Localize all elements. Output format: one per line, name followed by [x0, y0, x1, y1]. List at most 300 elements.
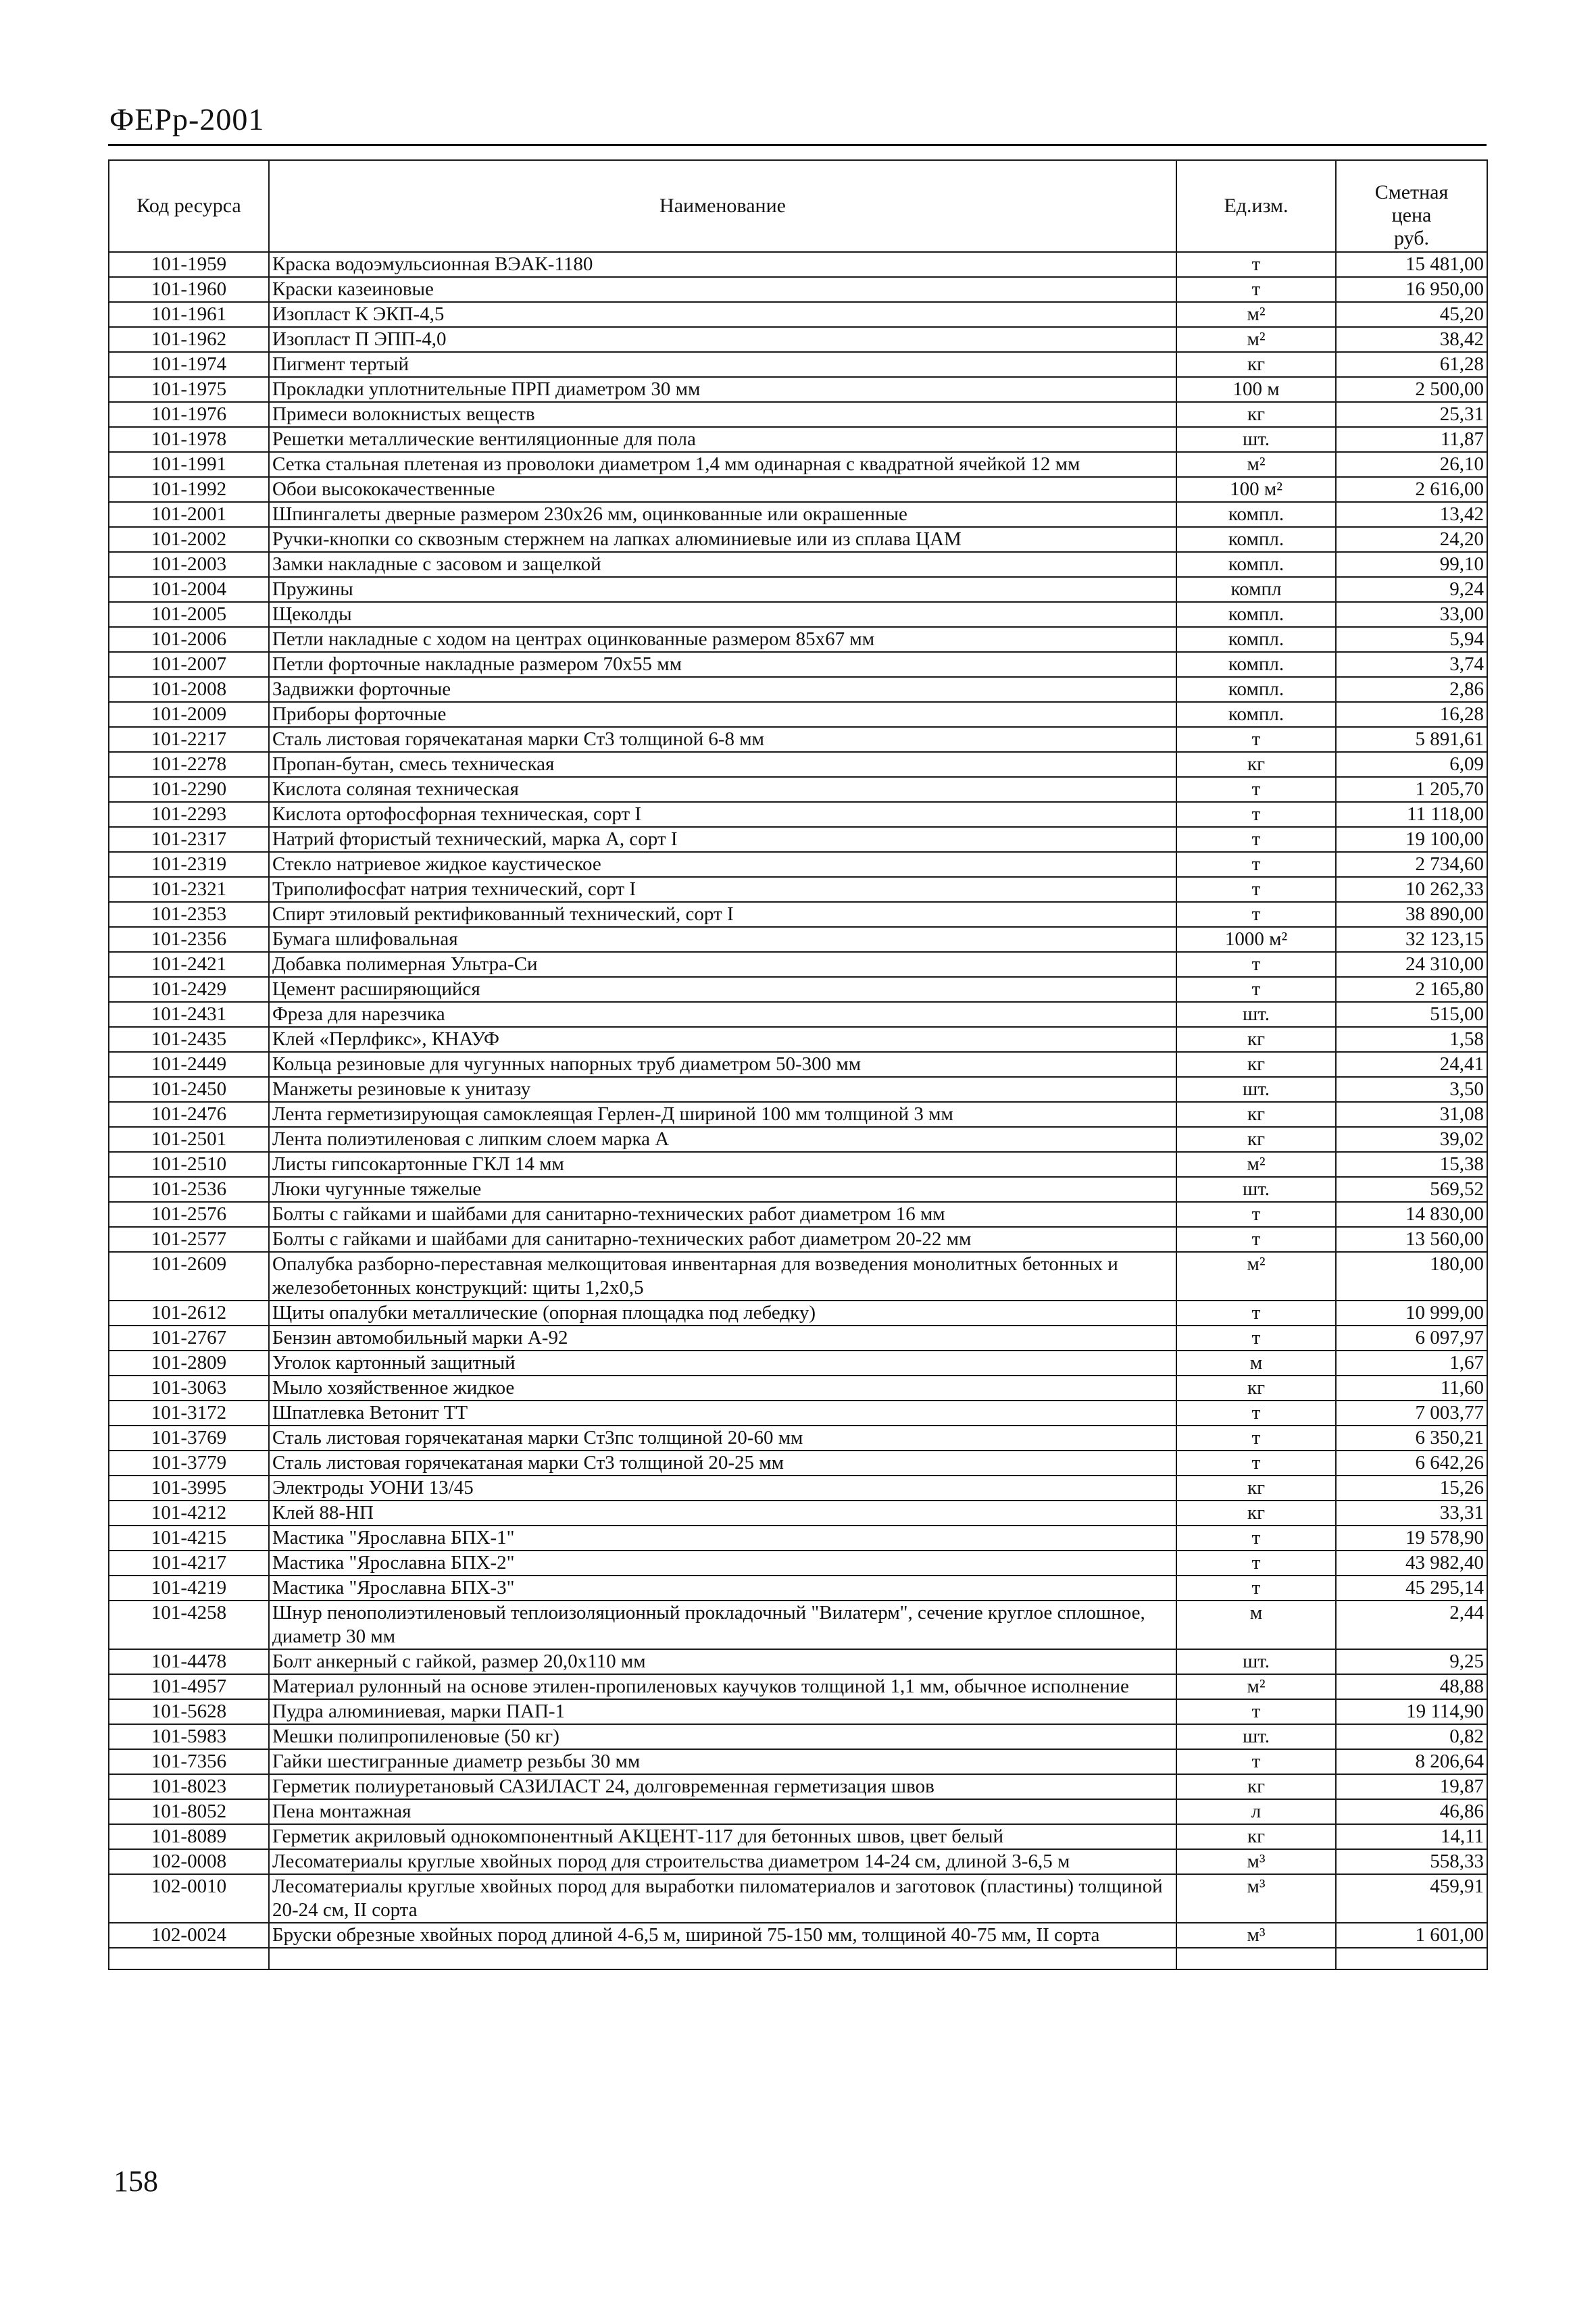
table-row	[109, 1027, 1487, 1052]
cell-code: 101-2004	[109, 577, 269, 602]
cell-code: 101-4212	[109, 1501, 269, 1526]
cell-name: Мастика "Ярославна БПХ-3"	[269, 1576, 1176, 1601]
cell-price: 2 165,80	[1336, 977, 1487, 1002]
table-row	[109, 1202, 1487, 1227]
cell-unit: т	[1176, 1326, 1336, 1351]
cell-code: 101-2510	[109, 1152, 269, 1177]
table-row	[109, 877, 1487, 902]
table-row	[109, 902, 1487, 927]
table-body	[109, 252, 1487, 1969]
cell-unit: 100 м²	[1176, 477, 1336, 502]
cell-unit: кг	[1176, 1824, 1336, 1849]
cell-code: 101-3172	[109, 1401, 269, 1426]
cell-unit: компл.	[1176, 677, 1336, 702]
table-row	[109, 827, 1487, 852]
cell-price: 569,52	[1336, 1177, 1487, 1202]
cell-name: Листы гипсокартонные ГКЛ 14 мм	[269, 1152, 1176, 1177]
cell-unit: т	[1176, 777, 1336, 802]
table-row	[109, 1301, 1487, 1326]
table-row	[109, 252, 1487, 277]
cell-code: 101-2577	[109, 1227, 269, 1252]
cell-price: 3,74	[1336, 652, 1487, 677]
table-row	[109, 1799, 1487, 1824]
cell-unit: компл.	[1176, 627, 1336, 652]
cell-name: Мастика "Ярославна БПХ-1"	[269, 1526, 1176, 1551]
cell-code: 101-2536	[109, 1177, 269, 1202]
cell-unit: компл.	[1176, 527, 1336, 552]
cell-code: 101-2809	[109, 1351, 269, 1376]
table-row	[109, 1649, 1487, 1674]
table-row	[109, 777, 1487, 802]
table-row	[109, 502, 1487, 527]
cell-price: 48,88	[1336, 1674, 1487, 1699]
cell-price: 25,31	[1336, 402, 1487, 427]
cell-code: 101-1962	[109, 327, 269, 352]
cell-name: Клей 88-НП	[269, 1501, 1176, 1526]
cell-empty	[1336, 1948, 1487, 1969]
cell-name: Герметик акриловый однокомпонентный АКЦЕНТ-117 для бетонных швов, цвет белый	[269, 1824, 1176, 1849]
cell-price: 2,86	[1336, 677, 1487, 702]
table-row	[109, 1451, 1487, 1476]
table-row	[109, 977, 1487, 1002]
cell-name: Петли форточные накладные размером 70х55 мм	[269, 652, 1176, 677]
cell-name: Фреза для нарезчика	[269, 1002, 1176, 1027]
cell-price: 2 500,00	[1336, 377, 1487, 402]
cell-price: 24,41	[1336, 1052, 1487, 1077]
cell-unit: т	[1176, 1749, 1336, 1774]
cell-code: 101-2353	[109, 902, 269, 927]
cell-unit: т	[1176, 1202, 1336, 1227]
cell-empty	[109, 1948, 269, 1969]
cell-name: Ручки-кнопки со сквозным стержнем на лапках алюминиевые или из сплава ЦАМ	[269, 527, 1176, 552]
cell-price: 13,42	[1336, 502, 1487, 527]
table-row	[109, 1052, 1487, 1077]
cell-price: 10 262,33	[1336, 877, 1487, 902]
table-row	[109, 1824, 1487, 1849]
cell-unit: т	[1176, 852, 1336, 877]
column-header-name: Наименование	[269, 160, 1176, 252]
cell-unit: м³	[1176, 1923, 1336, 1948]
cell-unit: кг	[1176, 1052, 1336, 1077]
cell-name: Бруски обрезные хвойных пород длиной 4-6,5 м, шириной 75-150 мм, толщиной 40-75 мм, II сорта	[269, 1923, 1176, 1948]
table-row	[109, 1252, 1487, 1301]
cell-price: 8 206,64	[1336, 1749, 1487, 1774]
cell-name: Триполифосфат натрия технический, сорт I	[269, 877, 1176, 902]
cell-code: 101-2612	[109, 1301, 269, 1326]
cell-name: Решетки металлические вентиляционные для пола	[269, 427, 1176, 452]
cell-unit: т	[1176, 1576, 1336, 1601]
cell-name: Краски казеиновые	[269, 277, 1176, 302]
cell-unit: шт.	[1176, 1649, 1336, 1674]
cell-unit: шт.	[1176, 1177, 1336, 1202]
cell-price: 15,26	[1336, 1476, 1487, 1501]
cell-name: Сетка стальная плетеная из проволоки диаметром 1,4 мм одинарная с квадратной ячейкой 12 мм	[269, 452, 1176, 477]
cell-name: Цемент расширяющийся	[269, 977, 1176, 1002]
cell-price: 6 350,21	[1336, 1426, 1487, 1451]
table-row	[109, 552, 1487, 577]
cell-unit: кг	[1176, 1027, 1336, 1052]
cell-price: 19 578,90	[1336, 1526, 1487, 1551]
cell-price: 7 003,77	[1336, 1401, 1487, 1426]
cell-code: 101-1975	[109, 377, 269, 402]
cell-price: 6,09	[1336, 752, 1487, 777]
cell-name: Приборы форточные	[269, 702, 1176, 727]
table-row	[109, 1526, 1487, 1551]
cell-name: Шнур пенополиэтиленовый теплоизоляционный прокладочный "Вилатерм", сечение круглое сплошное, диаметр 30 мм	[269, 1601, 1176, 1649]
cell-price: 45,20	[1336, 302, 1487, 327]
cell-unit: кг	[1176, 1774, 1336, 1799]
table-row	[109, 377, 1487, 402]
cell-price: 24 310,00	[1336, 952, 1487, 977]
cell-code: 101-3995	[109, 1476, 269, 1501]
cell-unit: шт.	[1176, 1002, 1336, 1027]
table-row	[109, 477, 1487, 502]
table-row	[109, 1177, 1487, 1202]
cell-code: 101-8052	[109, 1799, 269, 1824]
cell-code: 101-1974	[109, 352, 269, 377]
cell-unit: м	[1176, 1351, 1336, 1376]
cell-code: 101-2009	[109, 702, 269, 727]
cell-unit: 100 м	[1176, 377, 1336, 402]
cell-price: 61,28	[1336, 352, 1487, 377]
cell-price: 19 114,90	[1336, 1699, 1487, 1724]
cell-code: 101-1961	[109, 302, 269, 327]
cell-code: 101-3779	[109, 1451, 269, 1476]
cell-unit: м	[1176, 1601, 1336, 1649]
cell-name: Материал рулонный на основе этилен-пропиленовых каучуков толщиной 1,1 мм, обычное исполнение	[269, 1674, 1176, 1699]
resource-table-container	[108, 159, 1487, 1970]
cell-name: Мыло хозяйственное жидкое	[269, 1376, 1176, 1401]
table-row	[109, 677, 1487, 702]
cell-name: Пена монтажная	[269, 1799, 1176, 1824]
cell-code: 101-2450	[109, 1077, 269, 1102]
cell-name: Щиты опалубки металлические (опорная площадка под лебедку)	[269, 1301, 1176, 1326]
cell-unit: кг	[1176, 752, 1336, 777]
cell-name: Бумага шлифовальная	[269, 927, 1176, 952]
cell-unit: м²	[1176, 302, 1336, 327]
cell-unit: т	[1176, 1451, 1336, 1476]
cell-code: 102-0010	[109, 1874, 269, 1923]
cell-price: 2 616,00	[1336, 477, 1487, 502]
table-row	[109, 1849, 1487, 1874]
table-row	[109, 302, 1487, 327]
table-row	[109, 1351, 1487, 1376]
table-row	[109, 1227, 1487, 1252]
cell-price: 24,20	[1336, 527, 1487, 552]
table-row	[109, 1326, 1487, 1351]
table-row	[109, 1152, 1487, 1177]
cell-code: 101-2006	[109, 627, 269, 652]
cell-code: 101-2449	[109, 1052, 269, 1077]
cell-unit: т	[1176, 1426, 1336, 1451]
table-row	[109, 527, 1487, 552]
cell-name: Петли накладные с ходом на центрах оцинкованные размером 85х67 мм	[269, 627, 1176, 652]
cell-price: 19,87	[1336, 1774, 1487, 1799]
table-row	[109, 927, 1487, 952]
cell-code: 101-2576	[109, 1202, 269, 1227]
cell-price: 99,10	[1336, 552, 1487, 577]
cell-name: Сталь листовая горячекатаная марки Ст3 толщиной 20-25 мм	[269, 1451, 1176, 1476]
cell-price: 0,82	[1336, 1724, 1487, 1749]
cell-name: Кислота соляная техническая	[269, 777, 1176, 802]
cell-code: 102-0008	[109, 1849, 269, 1874]
table-row-empty	[109, 1948, 1487, 1969]
cell-code: 101-2435	[109, 1027, 269, 1052]
cell-code: 101-2476	[109, 1102, 269, 1127]
cell-unit: т	[1176, 252, 1336, 277]
cell-price: 1,58	[1336, 1027, 1487, 1052]
cell-code: 101-2421	[109, 952, 269, 977]
cell-name: Мешки полипропиленовые (50 кг)	[269, 1724, 1176, 1749]
cell-code: 101-4215	[109, 1526, 269, 1551]
cell-unit: т	[1176, 902, 1336, 927]
cell-unit: т	[1176, 827, 1336, 852]
cell-code: 101-1959	[109, 252, 269, 277]
cell-price: 15,38	[1336, 1152, 1487, 1177]
cell-unit: кг	[1176, 352, 1336, 377]
cell-price: 13 560,00	[1336, 1227, 1487, 1252]
cell-price: 31,08	[1336, 1102, 1487, 1127]
cell-price: 5,94	[1336, 627, 1487, 652]
cell-code: 101-4217	[109, 1551, 269, 1576]
cell-name: Краска водоэмульсионная ВЭАК-1180	[269, 252, 1176, 277]
cell-name: Электроды УОНИ 13/45	[269, 1476, 1176, 1501]
cell-name: Шпатлевка Ветонит ТТ	[269, 1401, 1176, 1426]
cell-code: 101-2002	[109, 527, 269, 552]
cell-name: Пигмент тертый	[269, 352, 1176, 377]
cell-unit: т	[1176, 1301, 1336, 1326]
cell-code: 101-8023	[109, 1774, 269, 1799]
cell-code: 101-2001	[109, 502, 269, 527]
cell-price: 9,25	[1336, 1649, 1487, 1674]
document-title: ФЕРр-2001	[109, 102, 265, 136]
cell-unit: шт.	[1176, 1077, 1336, 1102]
cell-unit: компл.	[1176, 552, 1336, 577]
table-row	[109, 852, 1487, 877]
cell-name: Добавка полимерная Ультра-Си	[269, 952, 1176, 977]
table-row	[109, 452, 1487, 477]
cell-code: 101-2290	[109, 777, 269, 802]
cell-code: 101-7356	[109, 1749, 269, 1774]
cell-price: 10 999,00	[1336, 1301, 1487, 1326]
cell-price: 46,86	[1336, 1799, 1487, 1824]
cell-code: 101-2005	[109, 602, 269, 627]
table-row	[109, 1674, 1487, 1699]
cell-unit: т	[1176, 1227, 1336, 1252]
cell-unit: т	[1176, 1526, 1336, 1551]
cell-code: 101-4957	[109, 1674, 269, 1699]
cell-name: Гайки шестигранные диаметр резьбы 30 мм	[269, 1749, 1176, 1774]
table-row	[109, 1749, 1487, 1774]
column-header-price-label: Сметная цена руб.	[1374, 181, 1449, 249]
cell-price: 43 982,40	[1336, 1551, 1487, 1576]
cell-price: 11 118,00	[1336, 802, 1487, 827]
cell-code: 101-4258	[109, 1601, 269, 1649]
cell-name: Щеколды	[269, 602, 1176, 627]
cell-name: Пружины	[269, 577, 1176, 602]
cell-price: 3,50	[1336, 1077, 1487, 1102]
table-row	[109, 352, 1487, 377]
cell-price: 515,00	[1336, 1002, 1487, 1027]
cell-name: Болты с гайками и шайбами для санитарно-технических работ диаметром 20-22 мм	[269, 1227, 1176, 1252]
cell-code: 101-1976	[109, 402, 269, 427]
table-row	[109, 1724, 1487, 1749]
cell-name: Лесоматериалы круглые хвойных пород для выработки пиломатериалов и заготовок (пластины) толщиной 20-24 см, II сорта	[269, 1874, 1176, 1923]
table-row	[109, 1551, 1487, 1576]
cell-unit: компл.	[1176, 652, 1336, 677]
cell-unit: м²	[1176, 452, 1336, 477]
table-row	[109, 1476, 1487, 1501]
cell-unit: кг	[1176, 1102, 1336, 1127]
cell-unit: м³	[1176, 1849, 1336, 1874]
cell-price: 15 481,00	[1336, 252, 1487, 277]
resource-price-table	[108, 159, 1488, 1970]
cell-name: Обои высококачественные	[269, 477, 1176, 502]
column-header-code: Код ресурса	[109, 160, 269, 252]
cell-name: Прокладки уплотнительные ПРП диаметром 30 мм	[269, 377, 1176, 402]
cell-unit: т	[1176, 727, 1336, 752]
cell-name: Мастика "Ярославна БПХ-2"	[269, 1551, 1176, 1576]
cell-name: Люки чугунные тяжелые	[269, 1177, 1176, 1202]
cell-price: 5 891,61	[1336, 727, 1487, 752]
cell-empty	[1176, 1948, 1336, 1969]
cell-unit: кг	[1176, 1376, 1336, 1401]
table-row	[109, 1774, 1487, 1799]
table-row	[109, 427, 1487, 452]
cell-code: 101-5628	[109, 1699, 269, 1724]
table-row	[109, 577, 1487, 602]
cell-name: Клей «Перлфикс», КНАУФ	[269, 1027, 1176, 1052]
table-row	[109, 602, 1487, 627]
cell-unit: т	[1176, 1699, 1336, 1724]
cell-unit: шт.	[1176, 427, 1336, 452]
table-row	[109, 1576, 1487, 1601]
cell-code: 101-4478	[109, 1649, 269, 1674]
cell-unit: 1000 м²	[1176, 927, 1336, 952]
cell-code: 101-2007	[109, 652, 269, 677]
cell-price: 180,00	[1336, 1252, 1487, 1301]
column-header-unit: Ед.изм.	[1176, 160, 1336, 252]
cell-code: 102-0024	[109, 1923, 269, 1948]
cell-unit: т	[1176, 952, 1336, 977]
cell-name: Изопласт К ЭКП-4,5	[269, 302, 1176, 327]
cell-code: 101-1960	[109, 277, 269, 302]
page-number: 158	[114, 2165, 158, 2198]
cell-name: Стекло натриевое жидкое каустическое	[269, 852, 1176, 877]
table-row	[109, 952, 1487, 977]
cell-unit: м²	[1176, 327, 1336, 352]
cell-code: 101-2609	[109, 1252, 269, 1301]
table-row	[109, 1376, 1487, 1401]
cell-code: 101-2319	[109, 852, 269, 877]
cell-name: Манжеты резиновые к унитазу	[269, 1077, 1176, 1102]
cell-price: 11,60	[1336, 1376, 1487, 1401]
table-row	[109, 1923, 1487, 1948]
cell-unit: шт.	[1176, 1724, 1336, 1749]
cell-code: 101-2767	[109, 1326, 269, 1351]
cell-price: 558,33	[1336, 1849, 1487, 1874]
cell-code: 101-3063	[109, 1376, 269, 1401]
cell-price: 33,00	[1336, 602, 1487, 627]
table-header-row	[109, 160, 1487, 252]
cell-unit: компл.	[1176, 602, 1336, 627]
cell-price: 1,67	[1336, 1351, 1487, 1376]
cell-unit: л	[1176, 1799, 1336, 1824]
cell-unit: кг	[1176, 1476, 1336, 1501]
cell-unit: т	[1176, 877, 1336, 902]
table-row	[109, 1699, 1487, 1724]
cell-code: 101-5983	[109, 1724, 269, 1749]
cell-unit: кг	[1176, 402, 1336, 427]
cell-name: Задвижки форточные	[269, 677, 1176, 702]
cell-name: Примеси волокнистых веществ	[269, 402, 1176, 427]
cell-name: Замки накладные с засовом и защелкой	[269, 552, 1176, 577]
table-row	[109, 802, 1487, 827]
cell-code: 101-2501	[109, 1127, 269, 1152]
cell-code: 101-3769	[109, 1426, 269, 1451]
cell-unit: м³	[1176, 1874, 1336, 1923]
cell-price: 6 097,97	[1336, 1326, 1487, 1351]
cell-code: 101-2429	[109, 977, 269, 1002]
cell-name: Бензин автомобильный марки А-92	[269, 1326, 1176, 1351]
table-row	[109, 1601, 1487, 1649]
table-row	[109, 1102, 1487, 1127]
cell-price: 14 830,00	[1336, 1202, 1487, 1227]
table-row	[109, 1127, 1487, 1152]
cell-unit: м²	[1176, 1252, 1336, 1301]
cell-price: 2 734,60	[1336, 852, 1487, 877]
cell-price: 1 205,70	[1336, 777, 1487, 802]
cell-code: 101-2217	[109, 727, 269, 752]
cell-unit: т	[1176, 1401, 1336, 1426]
cell-price: 19 100,00	[1336, 827, 1487, 852]
table-row	[109, 702, 1487, 727]
cell-name: Сталь листовая горячекатаная марки Ст3пс толщиной 20-60 мм	[269, 1426, 1176, 1451]
column-header-price	[1336, 160, 1487, 252]
cell-name: Изопласт П ЭПП-4,0	[269, 327, 1176, 352]
cell-price: 2,44	[1336, 1601, 1487, 1649]
cell-code: 101-1978	[109, 427, 269, 452]
cell-unit: компл.	[1176, 502, 1336, 527]
cell-code: 101-1991	[109, 452, 269, 477]
cell-code: 101-2003	[109, 552, 269, 577]
cell-name: Спирт этиловый ректификованный технический, сорт I	[269, 902, 1176, 927]
cell-price: 39,02	[1336, 1127, 1487, 1152]
cell-code: 101-2356	[109, 927, 269, 952]
table-row	[109, 727, 1487, 752]
cell-code: 101-2321	[109, 877, 269, 902]
cell-price: 9,24	[1336, 577, 1487, 602]
cell-name: Болты с гайками и шайбами для санитарно-технических работ диаметром 16 мм	[269, 1202, 1176, 1227]
cell-name: Болт анкерный с гайкой, размер 20,0х110 мм	[269, 1649, 1176, 1674]
cell-price: 1 601,00	[1336, 1923, 1487, 1948]
cell-unit: кг	[1176, 1127, 1336, 1152]
cell-name: Лесоматериалы круглые хвойных пород для строительства диаметром 14-24 см, длиной 3-6,5 м	[269, 1849, 1176, 1874]
cell-price: 45 295,14	[1336, 1576, 1487, 1601]
cell-name: Шпингалеты дверные размером 230х26 мм, оцинкованные или окрашенные	[269, 502, 1176, 527]
cell-name: Лента герметизирующая самоклеящая Герлен-Д шириной 100 мм толщиной 3 мм	[269, 1102, 1176, 1127]
table-row	[109, 627, 1487, 652]
table-row	[109, 327, 1487, 352]
cell-code: 101-2317	[109, 827, 269, 852]
cell-code: 101-2278	[109, 752, 269, 777]
cell-name: Уголок картонный защитный	[269, 1351, 1176, 1376]
cell-price: 38,42	[1336, 327, 1487, 352]
cell-unit: т	[1176, 1551, 1336, 1576]
table-row	[109, 1426, 1487, 1451]
cell-name: Кислота ортофосфорная техническая, сорт I	[269, 802, 1176, 827]
cell-code: 101-1992	[109, 477, 269, 502]
